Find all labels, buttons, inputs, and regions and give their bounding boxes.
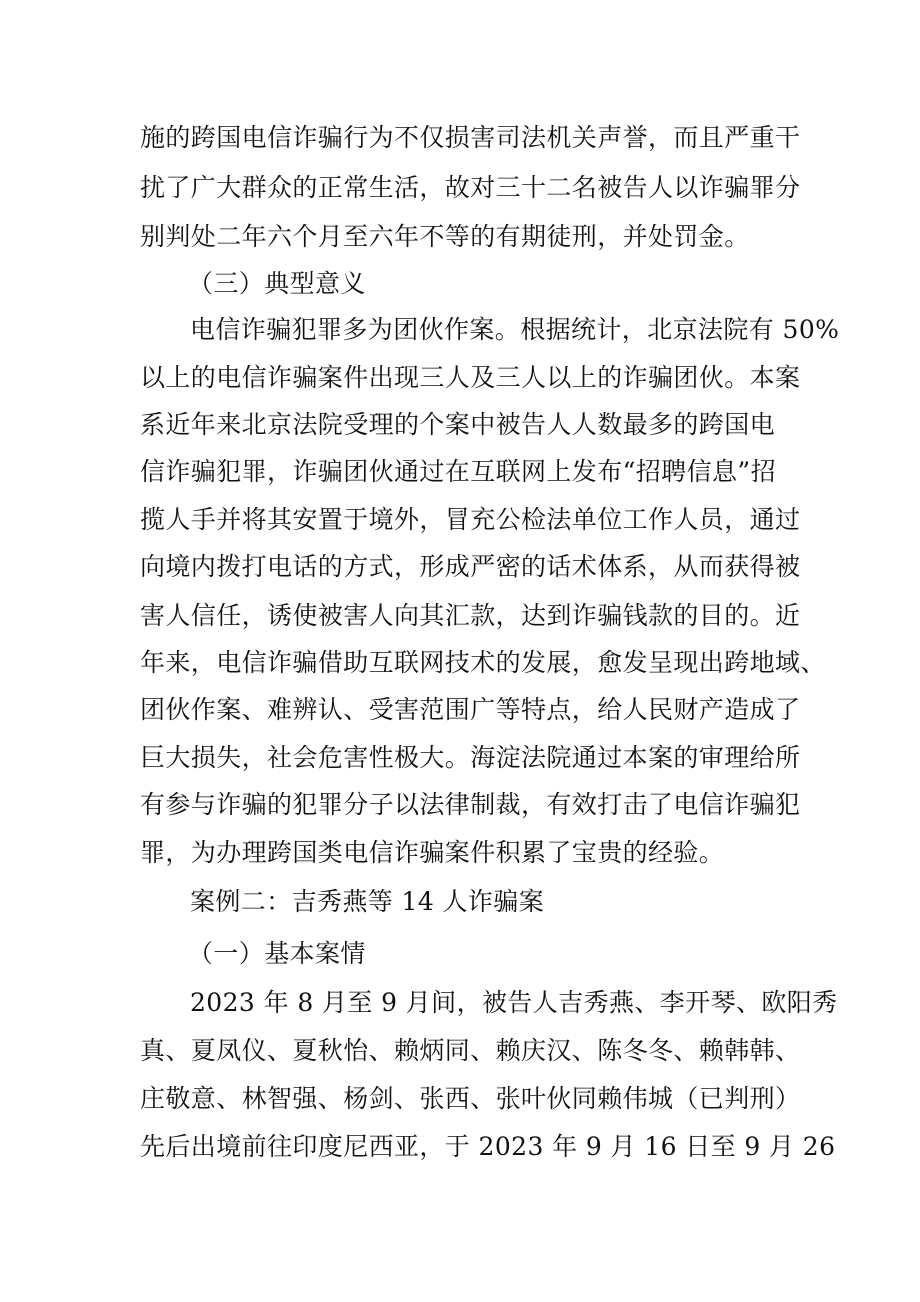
- section-heading: （一）基本案情: [188, 939, 366, 968]
- text-line: 2023 年 8 月至 9 月间，被告人吉秀燕、李开琴、欧阳秀: [190, 988, 838, 1017]
- text-line: 庄敬意、林智强、杨剑、张西、张叶伙同赖伟城（已判刑）: [140, 1084, 801, 1113]
- text-line: 团伙作案、难辨认、受害范围广等特点，给人民财产造成了: [140, 695, 801, 724]
- text-line: 年来，电信诈骗借助互联网技术的发展，愈发呈现出跨地域、: [140, 648, 826, 677]
- text-line: 罪，为办理跨国类电信诈骗案件积累了宝贵的经验。: [140, 838, 725, 867]
- case-heading: 案例二：吉秀燕等 14 人诈骗案: [190, 887, 545, 916]
- text-line: 巨大损失，社会危害性极大。海淀法院通过本案的审理给所: [140, 743, 801, 772]
- text-line: 电信诈骗犯罪多为团伙作案。根据统计，北京法院有 50%: [190, 315, 840, 344]
- text-line: 真、夏凤仪、夏秋怡、赖炳同、赖庆汉、陈冬冬、赖韩韩、: [140, 1036, 801, 1065]
- text-line: 害人信任，诱使被害人向其汇款，达到诈骗钱款的目的。近: [140, 601, 801, 630]
- text-line: 施的跨国电信诈骗行为不仅损害司法机关声誉，而且严重干: [140, 123, 801, 152]
- text-line: 信诈骗犯罪，诈骗团伙通过在互联网上发布“招聘信息”招: [140, 457, 776, 486]
- text-line: 以上的电信诈骗案件出现三人及三人以上的诈骗团伙。本案: [140, 363, 801, 392]
- text-line: 有参与诈骗的犯罪分子以法律制裁，有效打击了电信诈骗犯: [140, 790, 801, 819]
- section-heading: （三）典型意义: [188, 269, 366, 298]
- text-line: 别判处二年六个月至六年不等的有期徒刑，并处罚金。: [140, 222, 750, 251]
- text-line: 先后出境前往印度尼西亚，于 2023 年 9 月 16 日至 9 月 26: [140, 1132, 836, 1161]
- text-line: 揽人手并将其安置于境外，冒充公检法单位工作人员，通过: [140, 505, 801, 534]
- text-line: 系近年来北京法院受理的个案中被告人人数最多的跨国电: [140, 410, 776, 439]
- text-line: 向境内拨打电话的方式，形成严密的话术体系，从而获得被: [140, 552, 801, 581]
- text-line: 扰了广大群众的正常生活，故对三十二名被告人以诈骗罪分: [140, 173, 801, 202]
